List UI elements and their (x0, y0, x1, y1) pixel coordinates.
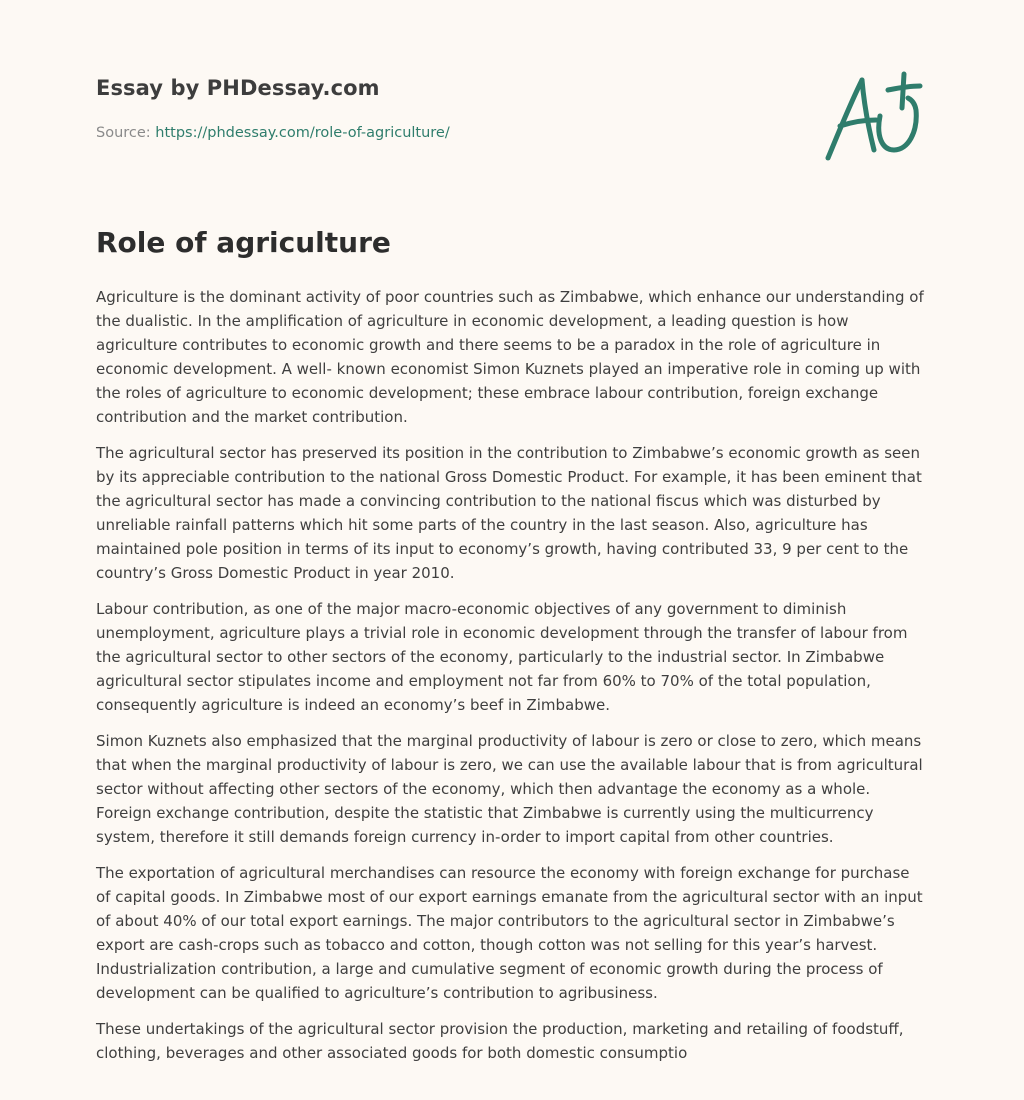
essay-paragraph: Simon Kuznets also emphasized that the marginal productivity of labour is zero or close to zero, which means that when the marginal productivity of labour is zero, we can use the available labour that is from agricultural sector without affecting other sectors of the economy, which then advantage the economy as a whole. Foreign exchange contribution, despite the statistic that Zimbabwe is currently using the multicurrency system, therefore it still demands foreign currency in-order to import capital from other countries. (96, 732, 923, 846)
a-plus-logo-icon (818, 64, 930, 168)
site-title: Essay by PHDessay.com (96, 76, 380, 100)
essay-body (96, 285, 928, 1077)
essay-paragraph: Labour contribution, as one of the major macro-economic objectives of any government to diminish unemployment, agriculture plays a trivial role in economic development through the transfer of labour from the agricultural sector to other sectors of the economy, particularly to the industrial sector. In Zimbabwe agricultural sector stipulates income and employment not far from 60% to 70% of the total population, consequently agriculture is indeed an economy’s beef in Zimbabwe. (96, 600, 908, 714)
essay-title: Role of agriculture (96, 226, 391, 259)
source-label: Source: (96, 125, 151, 141)
source-line (96, 125, 450, 141)
source-link[interactable]: https://phdessay.com/role-of-agriculture/ (155, 125, 450, 141)
essay-paragraph: These undertakings of the agricultural sector provision the production, marketing and retailing of foodstuff, clothing, beverages and other associated goods for both domestic consumptio (96, 1020, 904, 1062)
essay-paragraph: Agriculture is the dominant activity of poor countries such as Zimbabwe, which enhance our understanding of the dualistic. In the amplification of agriculture in economic development, a leading question is how agriculture contributes to economic growth and there seems to be a paradox in the role of agriculture in economic development. A well- known economist Simon Kuznets played an imperative role in coming up with the roles of agriculture to economic development; these embrace labour contribution, foreign exchange contribution and the market contribution. (96, 288, 924, 426)
essay-paragraph: The exportation of agricultural merchandises can resource the economy with foreign exchange for purchase of capital goods. In Zimbabwe most of our export earnings emanate from the agricultural sector with an input of about 40% of our total export earnings. The major contributors to the agricultural sector in Zimbabwe’s export are cash-crops such as tobacco and cotton, though cotton was not selling for this year’s harvest. Industrialization contribution, a large and cumulative segment of economic growth during the process of development can be qualified to agriculture’s contribution to agribusiness. (96, 864, 923, 1002)
essay-paragraph: The agricultural sector has preserved its position in the contribution to Zimbabwe’s economic growth as seen by its appreciable contribution to the national Gross Domestic Product. For example, it has been eminent that the agricultural sector has made a convincing contribution to the national fiscus which was disturbed by unreliable rainfall patterns which hit some parts of the country in the last season. Also, agriculture has maintained pole position in terms of its input to economy’s growth, having contributed 33, 9 per cent to the country’s Gross Domestic Product in year 2010. (96, 444, 922, 582)
